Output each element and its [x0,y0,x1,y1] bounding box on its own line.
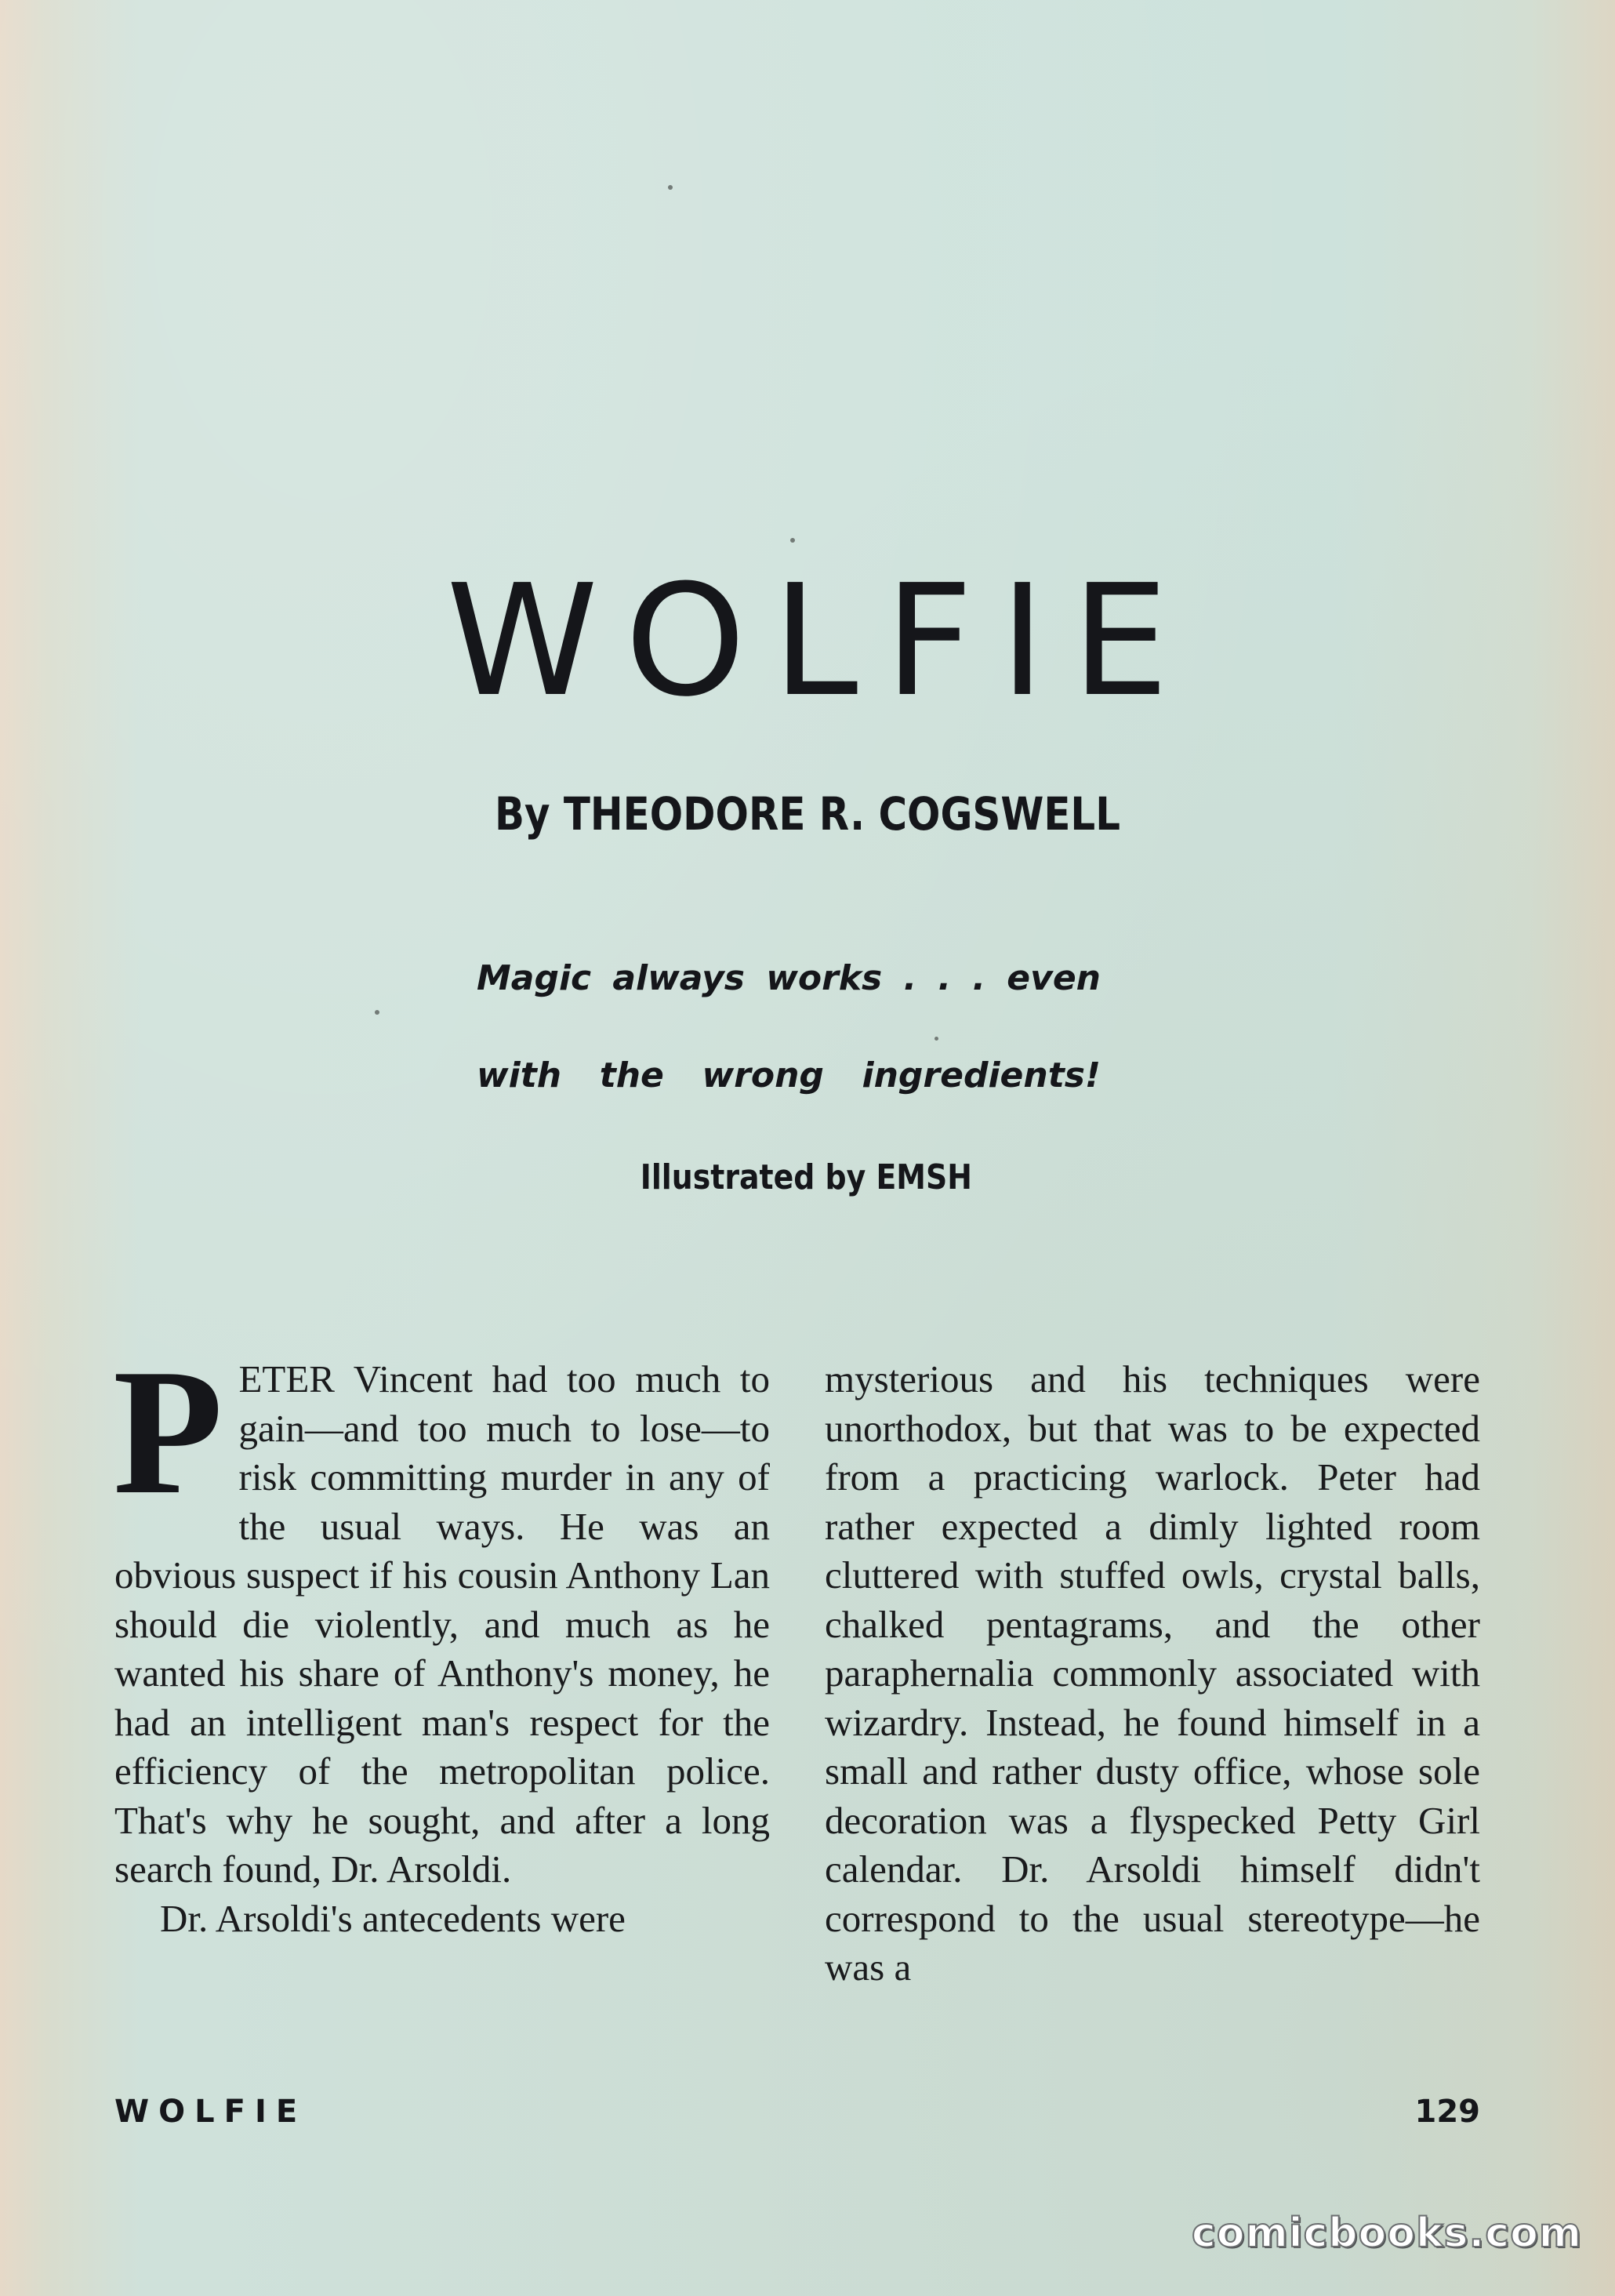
article-title: WOLFIE [446,552,1196,731]
body-column-left [113,1331,770,1943]
opening-paragraph [113,1331,770,1895]
author-byline: By THEODORE R. COGSWELL [495,787,1120,841]
tagline-line-1: Magic always works . . . even [477,958,1101,998]
body-column-right [825,1355,1480,1993]
paper-speck [375,1010,379,1015]
second-paragraph-start: Dr. Arsoldi's antecedents were [160,1896,626,1940]
illustrator-credit: Illustrated by EMSH [640,1157,972,1197]
tagline-line-2: with the wrong ingredients! [477,1055,1101,1095]
second-paragraph-continued: mysterious and his techniques were unorthodox, but that was to be expected from a practicing warlock. Peter had rather expected a dimly lighted room cluttered with stuffed owls, crystal balls, chalked pentagrams, and the other paraphernalia commonly associated with wizardry. Instead, he found himself in a small and rather dusty office, whose sole decoration was a flyspecked Petty Girl calendar. Dr. Arsoldi himself didn't correspond to the usual stereotype—he was a [825,1357,1480,1989]
watermark: comicbooks.com [1191,2210,1582,2257]
opening-paragraph-text: ETER Vincent had too much to gain—and too much to lose—to risk committing murder in any of the usual ways. He was an obvious suspect if his cousin Anthony Lan should die violently, and much as he wanted his share of Anthony's money, he had an intelligent man's respect for the efficiency of the metropolitan police. That's why he sought, and after a long search found, Dr. Arsoldi. [114,1357,770,1891]
paper-speck [935,1037,938,1041]
page-number: 129 [1414,2094,1480,2130]
drop-cap: P [113,1331,223,1531]
paper-speck [790,538,795,543]
paper-speck [668,185,673,190]
running-title: WOLFIE [114,2094,307,2130]
